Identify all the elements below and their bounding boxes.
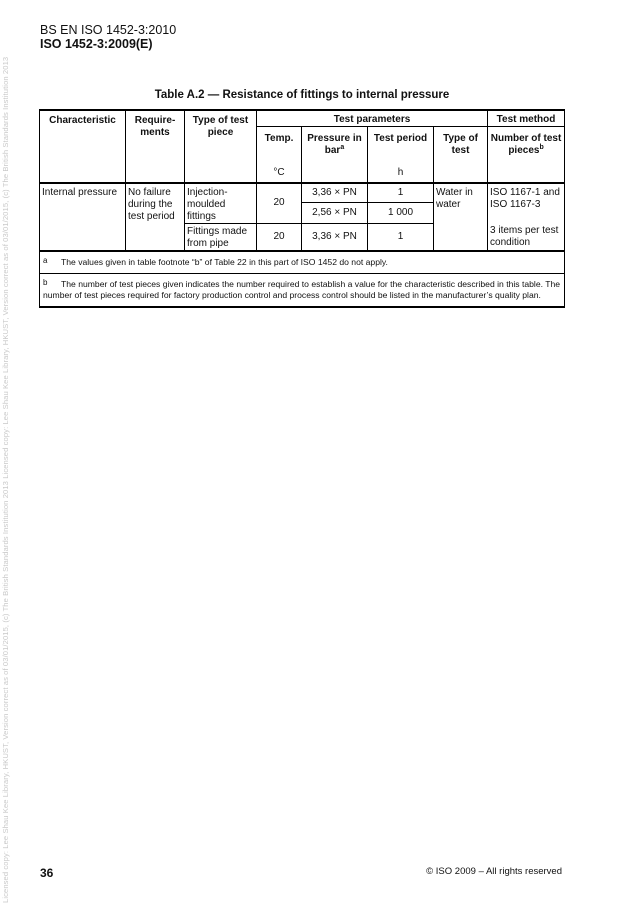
footnote-b-mark: b	[43, 277, 48, 287]
footnote-a-mark: a	[43, 256, 48, 265]
page-number: 36	[40, 866, 54, 880]
iso-id: ISO 1452-3:2009(E)	[40, 37, 153, 51]
cell-row1-period: 1	[368, 183, 434, 203]
cell-method-standard: ISO 1167-1 and ISO 1167-3	[488, 183, 565, 224]
standard-id: BS EN ISO 1452-3:2010	[40, 23, 177, 37]
cell-row2-period: 1 000	[368, 203, 434, 223]
resistance-table	[39, 109, 565, 308]
cell-temp-pipe: 20	[257, 223, 302, 251]
cell-items-per-condition: 3 items per test condition	[488, 223, 565, 251]
col-header-type-of-test: Type of test	[434, 127, 488, 165]
footnote-b	[40, 273, 565, 307]
cell-row1-pressure: 3,36 × PN	[302, 183, 368, 203]
period-unit: h	[368, 165, 434, 183]
col-header-pressure: Pressure in bar$^a$	[302, 127, 368, 165]
table-caption: Table A.2 — Resistance of fittings to internal pressure	[154, 89, 450, 101]
footnote-a	[40, 251, 565, 273]
cell-fittings-from-pipe: Fittings made from pipe	[185, 223, 257, 251]
col-header-test-method: Test method	[488, 110, 565, 127]
col-header-requirements: Require-ments	[126, 110, 185, 183]
col-header-test-parameters: Test parameters	[257, 110, 488, 127]
footnote-b-text: The number of test pieces given indicates the number required to establish a value for the characteristic described in this table. The number of test pieces required for factory production control and process control should be listed in the manufacturer’s quality plan.	[43, 278, 561, 300]
col-header-test-period: Test period	[368, 127, 434, 165]
col-header-type-of-test-piece: Type of test piece	[185, 110, 257, 183]
cell-type-of-test: Water in water	[434, 183, 488, 252]
cell-row2-pressure: 2,56 × PN	[302, 203, 368, 223]
cell-row3-period: 1	[368, 223, 434, 251]
col-header-number-of-test-pieces: Number of test pieces$^b$	[488, 127, 565, 165]
table-row	[40, 183, 565, 203]
col-header-temp: Temp.	[257, 127, 302, 165]
cell-requirement: No failure during the test period	[126, 183, 185, 252]
cell-temp-injection: 20	[257, 183, 302, 224]
col-header-characteristic: Characteristic	[40, 110, 126, 183]
cell-characteristic: Internal pressure	[40, 183, 126, 252]
copyright: © ISO 2009 – All rights reserved	[426, 866, 562, 877]
watermark-text: Licensed copy: Lee Shau Kee Library, HKUST, Version correct as of 03/01/2015, (c) The British Standards Institution 2013 Licensed copy: Lee Shau Kee Library, HKUST, Version correct as of 03/01/2015, (c) The British Standards Institution 2013	[1, 56, 10, 903]
temp-unit: °C	[257, 165, 302, 183]
footnote-a-text: The values given in table footnote “b” of Table 22 in this part of ISO 1452 do not apply.	[61, 257, 388, 267]
side-watermark	[1, 0, 15, 903]
cell-row3-pressure: 3,36 × PN	[302, 223, 368, 251]
cell-injection-moulded: Injection-moulded fittings	[185, 183, 257, 224]
